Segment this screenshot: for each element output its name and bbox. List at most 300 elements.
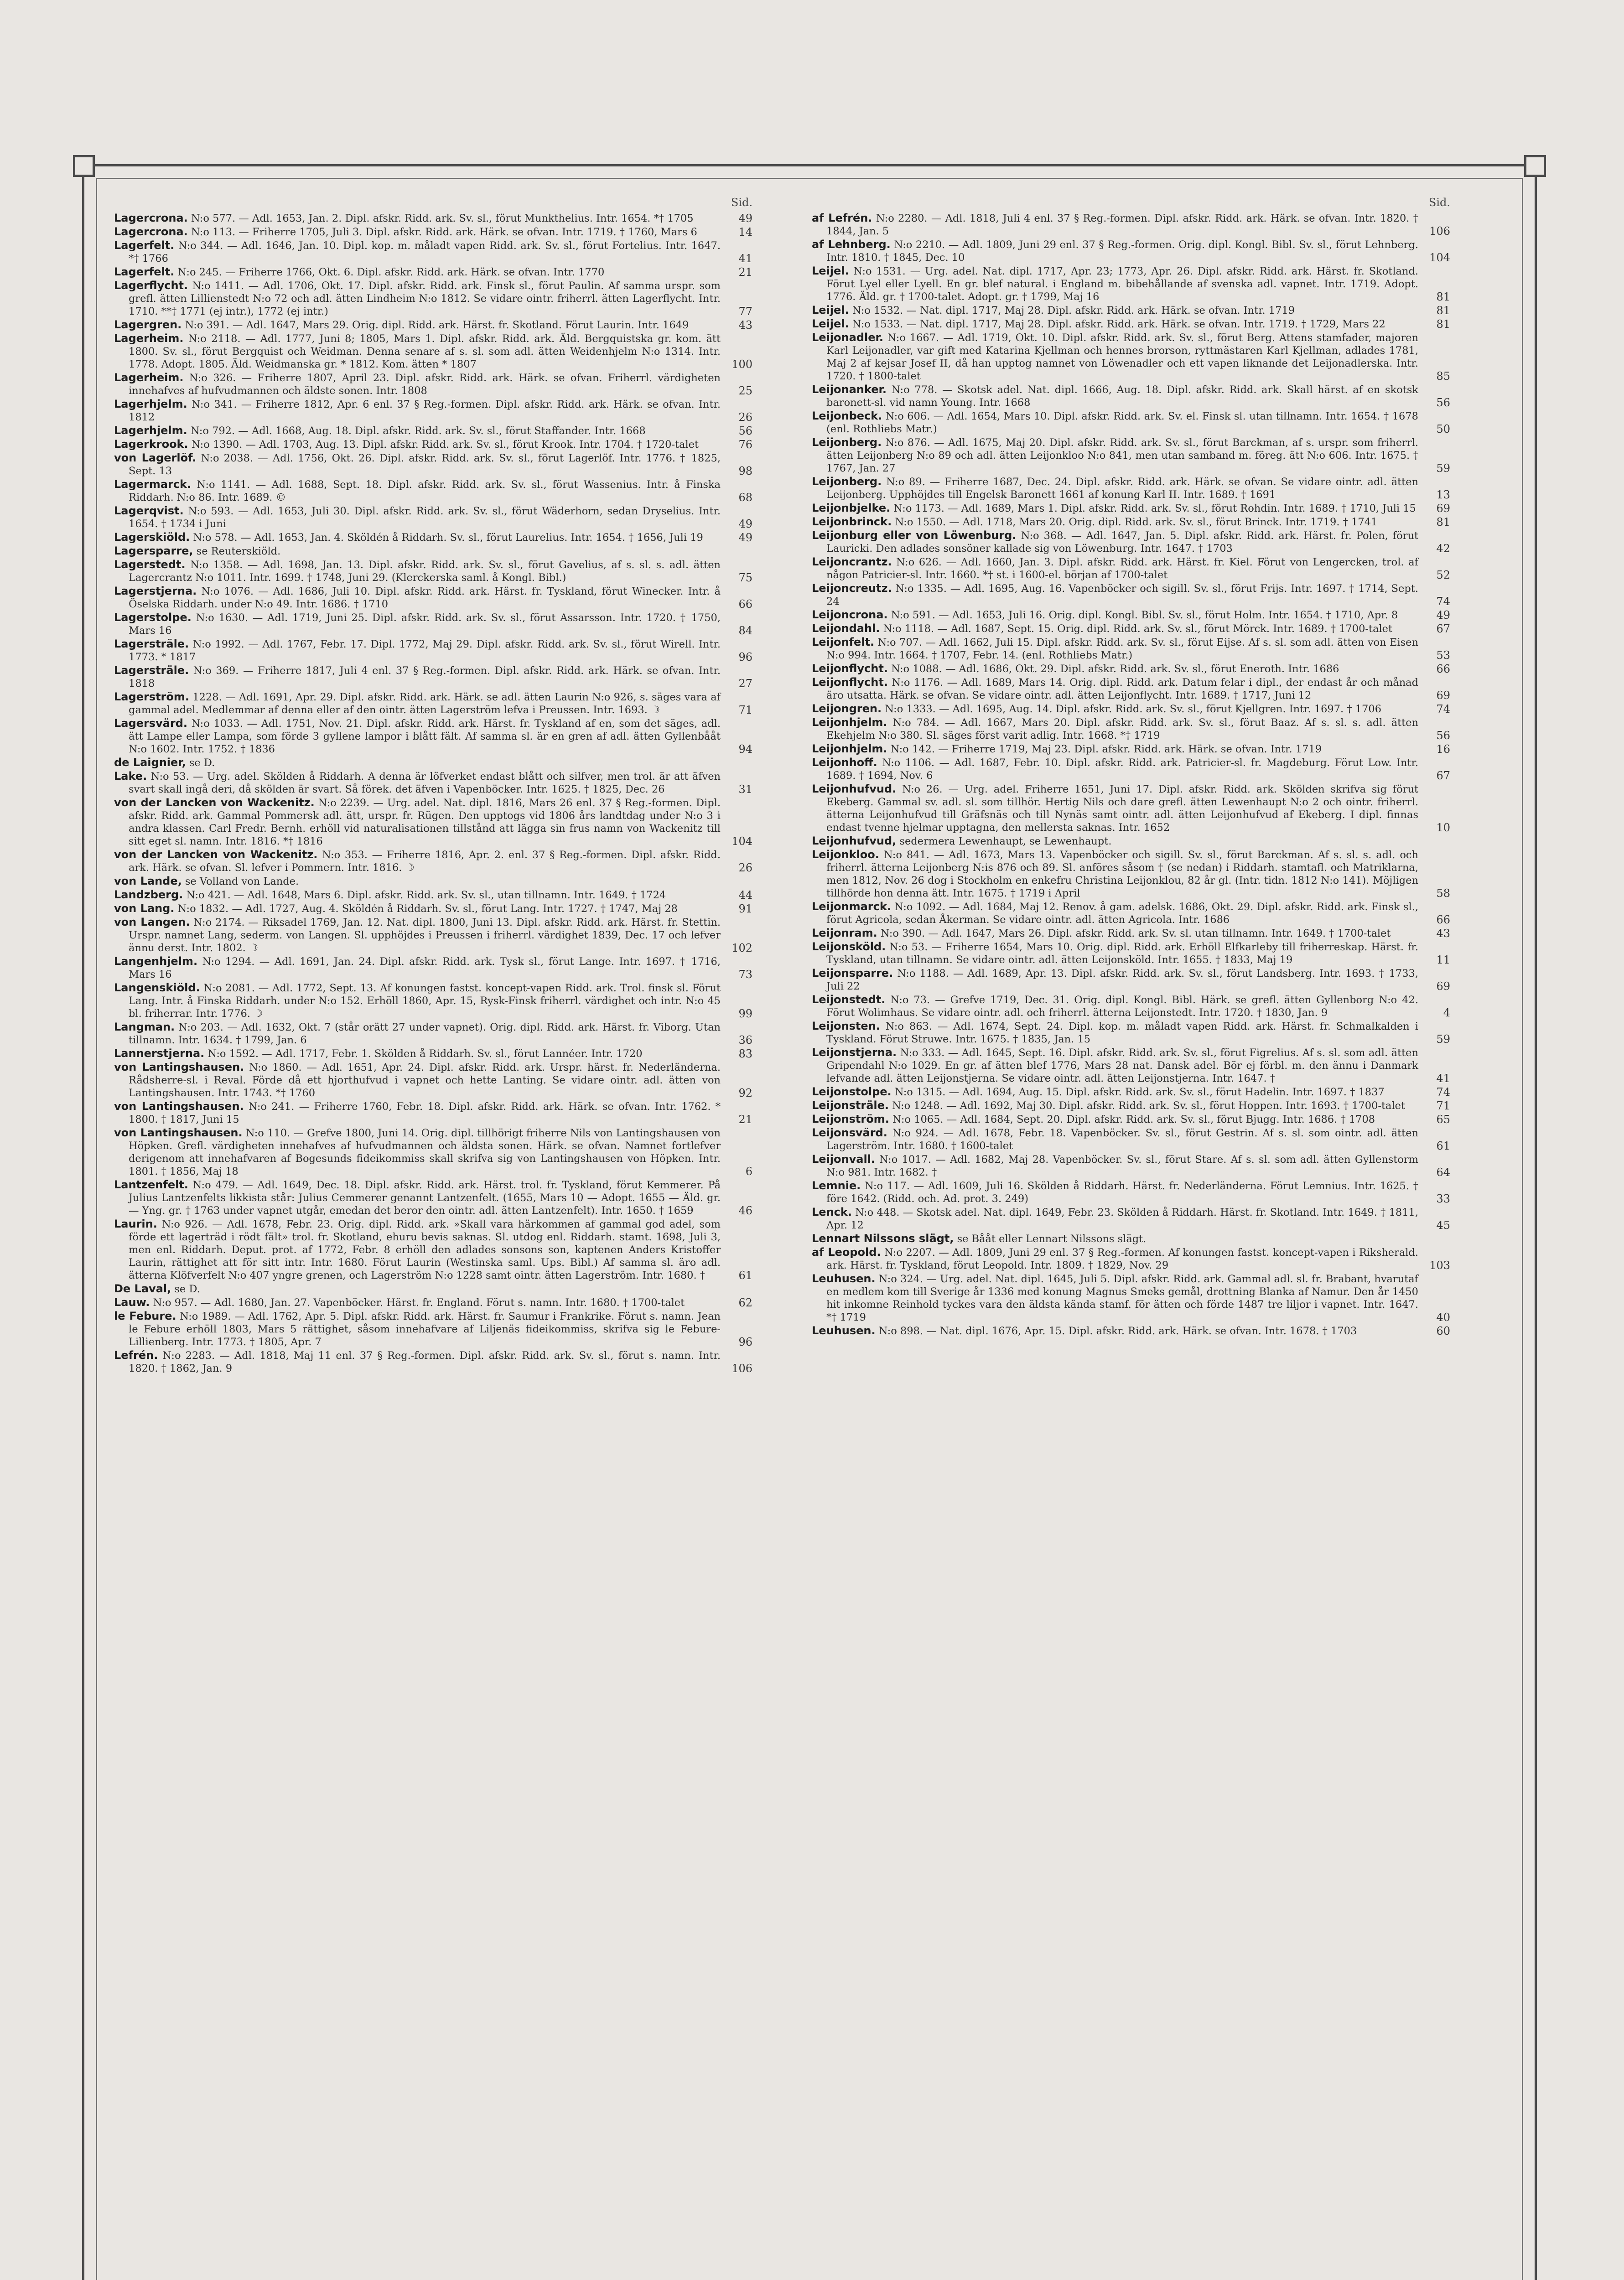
page-reference: 77 (738, 305, 752, 318)
register-entry (812, 1272, 1450, 1324)
family-name: Leijongren. (812, 702, 882, 715)
entry-description: N:o 369. — Friherre 1817, Juli 4 enl. 37 § Reg.-formen. Dipl. afskr. Ridd. ark. Härk. se ofvan. Intr. 1818 (129, 665, 721, 689)
register-entry (114, 637, 752, 663)
family-name: Leijonflycht. (812, 662, 888, 675)
page-reference: 104 (1429, 251, 1450, 264)
family-name: Lefrén. (114, 1349, 158, 1362)
entry-description: N:o 324. — Urg. adel. Nat. dipl. 1645, Juli 5. Dipl. afskr. Ridd. ark. Gammal adl. sl. fr. Brabant, hvarutaf en medlem kom till Sverige år 1336 med konung Magnus Smeks gemål, drottning Blanka af Namur. Den år 1450 hit inkomne Reinhold tyckes vara den äldsta kända stamf. för ätten och förde 1487 tre liljor i vapnet. Intr. 1647. *† 1719 (826, 1273, 1418, 1323)
page-reference: 4 (1443, 1006, 1450, 1019)
entry-description: N:o 333. — Adl. 1645, Sept. 16. Dipl. afskr. Ridd. ark. Sv. sl., förut Figrelius. Af s. sl. som adl. ätten Gripendahl N:o 1029. En gr. af ätten blef 1776, Mars 28 nat. Dansk adel. Bör ej förbl. m. den ännu i Danmark lefvande adl. ätten Leijonstjerna. Se vidare ointr. adl. ätten Leijonstjerna. Intr. 1647. † (826, 1047, 1418, 1084)
page-reference: 74 (1436, 1086, 1450, 1099)
register-entry (114, 451, 752, 477)
page-reference: 36 (738, 1034, 752, 1047)
entry-description: N:o 241. — Friherre 1760, Febr. 18. Dipl. afskr. Ridd. ark. Härk. se ofvan. Intr. 1762. * 1800. † 1817, Juni 15 (129, 1101, 721, 1125)
entry-description: N:o 1092. — Adl. 1684, Maj 12. Renov. å gam. adelsk. 1686, Okt. 29. Dipl. afskr. Ridd. ark. Finsk sl., förut Agricola, sedan Åkerman. Se vidare ointr. adl. ätten Agricola. Intr. 1686 (826, 901, 1418, 926)
register-entry (114, 1061, 752, 1099)
entry-text (812, 1246, 1418, 1272)
entry-text (812, 676, 1418, 702)
entry-text (114, 318, 721, 332)
entry-text (114, 558, 721, 584)
page-reference: 85 (1436, 370, 1450, 383)
family-name: Leijonsvärd. (812, 1126, 887, 1139)
register-entry (114, 212, 752, 225)
page-reference: 14 (738, 226, 752, 238)
family-name: Leijonvall. (812, 1153, 876, 1166)
page-reference: 40 (1436, 1311, 1450, 1324)
page-reference: 49 (738, 518, 752, 530)
entry-description: N:o 778. — Skotsk adel. Nat. dipl. 1666, Aug. 18. Dipl. afskr. Ridd. ark. Skall härst. af en skotsk baronett-sl. vid namn Young. Intr. 1668 (826, 384, 1418, 409)
family-name: Lagerström. (114, 690, 189, 703)
register-entry (114, 770, 752, 796)
register-entry (114, 318, 752, 332)
page-reference: 103 (1429, 1259, 1450, 1272)
family-name: Lannerstjerna. (114, 1047, 205, 1060)
register-entry (114, 848, 752, 874)
family-name: Lagerskiöld. (114, 531, 190, 544)
entry-description: N:o 1118. — Adl. 1687, Sept. 15. Orig. dipl. Ridd. ark. Sv. sl., förut Mörck. Intr. 1689. † 1700-talet (883, 623, 1393, 635)
entry-text (114, 504, 721, 530)
entry-text (114, 1126, 721, 1178)
page-reference: 102 (732, 942, 752, 954)
entry-text (114, 1047, 721, 1060)
entry-text (114, 796, 721, 848)
family-name: Lagerstolpe. (114, 611, 192, 624)
page-reference: 69 (1436, 980, 1450, 993)
family-name: Leijonflycht. (812, 676, 888, 689)
family-name: af Leopold. (812, 1246, 881, 1259)
entry-text (114, 531, 721, 544)
family-name: Lenck. (812, 1206, 852, 1218)
page-reference: 41 (1436, 1072, 1450, 1085)
register-entry (812, 622, 1450, 635)
entry-text (812, 264, 1418, 303)
family-name: Leijonanker. (812, 383, 887, 396)
family-name: Lagersträle. (114, 664, 189, 677)
register-entry (114, 611, 752, 637)
register-entry (114, 1310, 752, 1348)
entry-description: 1228. — Adl. 1691, Apr. 29. Dipl. afskr. Ridd. ark. Härk. se adl. ätten Laurin N:o 926, s. säges vara af gammal adel. Medlemmar af denna eller af den ointr. ätten Lagerström lefva i Preussen. Intr. 1693. ☽ (129, 691, 721, 716)
family-name: Lagerflycht. (114, 279, 188, 292)
family-name: Leijonhjelm. (812, 716, 887, 729)
family-name: Lagerstedt. (114, 558, 186, 571)
page-reference: 45 (1436, 1219, 1450, 1232)
entry-description: N:o 593. — Adl. 1653, Juli 30. Dipl. afskr. Ridd. ark. Sv. sl., förut Wäderhorn, sedan Dryselius. Intr. 1654. † 1734 i Juni (129, 505, 721, 530)
register-entry (812, 515, 1450, 529)
family-name: Leijoncrantz. (812, 555, 892, 568)
page-reference: 83 (738, 1047, 752, 1060)
page-reference: 106 (732, 1362, 752, 1375)
register-entry (114, 225, 752, 238)
page-reference: 91 (738, 902, 752, 915)
register-entry (114, 1218, 752, 1282)
entry-text (812, 1046, 1418, 1085)
page-reference: 21 (738, 1113, 752, 1126)
page-reference: 52 (1436, 569, 1450, 581)
entry-text (812, 515, 1418, 529)
family-name: Lagerqvist. (114, 504, 184, 517)
entry-description: N:o 1630. — Adl. 1719, Juni 25. Dipl. afskr. Ridd. ark. Sv. sl., förut Assarsson. Intr. 1720. † 1750, Mars 16 (129, 612, 721, 637)
register-entry (114, 531, 752, 544)
register-entry (114, 888, 752, 902)
entry-text (812, 756, 1418, 782)
entry-text (812, 304, 1418, 317)
register-entry (812, 1099, 1450, 1112)
entry-description: N:o 578. — Adl. 1653, Jan. 4. Sköldén å Riddarh. Sv. sl., förut Laurelius. Intr. 1654. † 1656, Juli 19 (193, 532, 703, 544)
family-name: Leijel. (812, 264, 849, 277)
register-entry (114, 478, 752, 504)
entry-description: N:o 1106. — Adl. 1687, Febr. 10. Dipl. afskr. Ridd. ark. Patricier-sl. fr. Magdeburg. Förut Low. Intr. 1689. † 1694, Nov. 6 (826, 757, 1419, 782)
register-entry (812, 702, 1450, 715)
entry-text (812, 1126, 1418, 1152)
register-entry (812, 304, 1450, 317)
family-name: Leijonfelt. (812, 636, 875, 648)
entry-text (812, 331, 1418, 383)
family-name: Leijonadler. (812, 331, 884, 344)
register-entry (812, 967, 1450, 993)
entry-text (812, 716, 1418, 742)
register-entry (812, 742, 1450, 756)
entry-description: N:o 876. — Adl. 1675, Maj 20. Dipl. afskr. Ridd. ark. Sv. sl., förut Barckman, af s. urspr. som friherrl. ätten Leijonberg N:o 89 och adl. ätten Leijonkloo N:o 841, men utan samband m. föreg. ätt N:o 606. Intr. 1675. † 1767, Jan. 27 (826, 437, 1418, 474)
entry-description: N:o 1989. — Adl. 1762, Apr. 5. Dipl. afskr. Ridd. ark. Härst. fr. Saumur i Frankrike. Förut s. namn. Jean le Febure erhöll 1803, Mars 5 rättighet, såsom innehafvare af Liljenäs fideikommiss, skrifva sig le Febure-Lillienberg. Intr. 1773. † 1805, Apr. 7 (129, 1311, 721, 1348)
register-entry (812, 716, 1450, 742)
entry-description: N:o 2280. — Adl. 1818, Juli 4 enl. 37 § Reg.-formen. Dipl. afskr. Ridd. ark. Härk. se ofvan. Intr. 1820. † 1844, Jan. 5 (826, 212, 1419, 237)
page-reference: 49 (738, 531, 752, 544)
entry-description: N:o 142. — Friherre 1719, Maj 23. Dipl. afskr. Ridd. ark. Härk. se ofvan. Intr. 1719 (890, 743, 1322, 755)
entry-description: N:o 421. — Adl. 1648, Mars 6. Dipl. afskr. Ridd. ark. Sv. sl., utan tillnamn. Intr. 1649. † 1724 (186, 889, 666, 901)
family-name: af Lehnberg. (812, 238, 891, 251)
entry-description: se D. (189, 757, 215, 769)
entry-description: N:o 1411. — Adl. 1706, Okt. 17. Dipl. afskr. Ridd. ark. Finsk sl., förut Paulin. Af samma urspr. som grefl. ätten Lillienstedt N:o 72 och adl. ätten Lindheim N:o 1812. Se vidare ointr. friherrl. ätten Lagerflycht. Intr. 1710. **† 1771 (ej intr.), 1772 (ej intr.) (129, 280, 721, 317)
register-entry (114, 279, 752, 318)
entry-text (812, 1179, 1418, 1205)
register-entry (812, 1246, 1450, 1272)
register-entry (114, 558, 752, 584)
register-entry (812, 555, 1450, 581)
entry-text (114, 717, 721, 756)
entry-description: N:o 2239. — Urg. adel. Nat. dipl. 1816, Mars 26 enl. 37 § Reg.-formen. Dipl. afskr. Ridd. ark. Gammal Pommersk adl. ätt, urspr. fr. Rügen. Den upptogs vid 1806 års landtdag under N:o 3 i andra klassen. Carl Fredr. Bernh. erhöll vid naturalisationen tillstånd att lägga sin frus namn von Wackenitz till sitt eget sl. namn. Intr. 1816. *† 1816 (129, 797, 721, 847)
entry-text (812, 1099, 1418, 1112)
register-entry (114, 1349, 752, 1375)
family-name: Lagerfelt. (114, 265, 175, 278)
register-entry (812, 1324, 1450, 1337)
register-entry (812, 1113, 1450, 1126)
entry-description: N:o 391. — Adl. 1647, Mars 29. Orig. dipl. Ridd. ark. Härst. fr. Skotland. Förut Laurin. Intr. 1649 (185, 319, 689, 331)
entry-description: N:o 591. — Adl. 1653, Juli 16. Orig. dipl. Kongl. Bibl. Sv. sl., förut Holm. Intr. 1654. † 1710, Apr. 8 (891, 609, 1398, 621)
page-reference: 50 (1436, 423, 1450, 435)
entry-description: se Reuterskiöld. (196, 545, 281, 557)
entry-text (812, 967, 1418, 993)
page-reference: 16 (1436, 743, 1450, 756)
register-entry (812, 1206, 1450, 1232)
family-name: Leijonbjelke. (812, 502, 891, 514)
register-entry (114, 398, 752, 424)
register-entry (812, 502, 1450, 515)
page-reference: 61 (738, 1269, 752, 1282)
register-entry (812, 662, 1450, 675)
family-name: Leijonhoff. (812, 756, 877, 769)
entry-text (114, 902, 721, 915)
entry-description: N:o 577. — Adl. 1653, Jan. 2. Dipl. afskr. Ridd. ark. Sv. sl., förut Munkthelius. Intr. 1654. *† 1705 (191, 212, 694, 224)
family-name: von Langen. (114, 916, 190, 928)
register-entry (812, 834, 1450, 848)
page-reference: 66 (1436, 663, 1450, 675)
entry-description: N:o 1532. — Nat. dipl. 1717, Maj 28. Dipl. afskr. Ridd. ark. Härk. se ofvan. Intr. 1719 (852, 305, 1295, 316)
entry-description: N:o 2207. — Adl. 1809, Juni 29 enl. 37 § Reg.-formen. Af konungen fastst. koncept-vapen i Riksherald. ark. Härst. fr. Tyskland, förut Leopold. Intr. 1809. † 1829, Nov. 29 (826, 1247, 1418, 1271)
register-entry (812, 1153, 1450, 1179)
family-name: Lauw. (114, 1296, 150, 1309)
family-name: Leijoncrona. (812, 608, 888, 621)
entry-description: N:o 245. — Friherre 1766, Okt. 6. Dipl. afskr. Ridd. ark. Härk. se ofvan. Intr. 1770 (177, 266, 605, 278)
entry-description: se Bååt eller Lennart Nilssons slägt. (957, 1233, 1147, 1245)
family-name: von Lande, (114, 875, 182, 887)
register-entry (812, 1085, 1450, 1099)
family-name: Leijonram. (812, 927, 877, 939)
register-entry (114, 438, 752, 451)
entry-text (114, 1349, 721, 1375)
family-name: Lagerhjelm. (114, 398, 187, 410)
entry-description: N:o 957. — Adl. 1680, Jan. 27. Vapenböcker. Härst. fr. England. Förut s. namn. Intr. 1680. † 1700-talet (153, 1297, 685, 1309)
register-entry (114, 504, 752, 530)
page-reference: 94 (738, 743, 752, 756)
entry-text (114, 955, 721, 981)
family-name: Leijel. (812, 304, 849, 316)
entry-text (812, 662, 1418, 675)
entry-description: N:o 53. — Friherre 1654, Mars 10. Orig. dipl. Ridd. ark. Erhöll Elfkarleby till friherreskap. Härst. fr. Tyskland, utan tillnamn. Se vidare ointr. adl. ätten Leijonsköld. Intr. 1655. † 1833, Maj 19 (826, 941, 1418, 966)
page-reference: 65 (1436, 1113, 1450, 1126)
family-name: Leijonsträle. (812, 1099, 889, 1112)
right-column (812, 196, 1450, 1338)
family-name: Leijonström. (812, 1113, 889, 1125)
entry-text (114, 1296, 721, 1309)
entry-description: N:o 368. — Adl. 1647, Jan. 5. Dipl. afskr. Ridd. ark. Härst. fr. Polen, förut Lauricki. Den adlades sonsöner kallade sig von Löwenburg. Intr. 1647. † 1703 (826, 530, 1418, 554)
page-reference: 67 (1436, 622, 1450, 635)
entry-text (812, 502, 1418, 515)
family-name: Lagercrona. (114, 225, 188, 238)
entry-description: N:o 792. — Adl. 1668, Aug. 18. Dipl. afskr. Ridd. ark. Sv. sl., förut Staffander. Intr. 1668 (190, 425, 646, 437)
entry-text (114, 398, 721, 424)
entry-description: N:o 89. — Friherre 1687, Dec. 24. Dipl. afskr. Ridd. ark. Härk. se ofvan. Se vidare ointr. adl. ätten Leijonberg. Upphöjdes till Engelsk Baronett 1661 af konung Karl II. Intr. 1689. † 1691 (826, 476, 1419, 501)
entry-text (114, 611, 721, 637)
page-reference: 69 (1436, 502, 1450, 515)
page-reference: 68 (738, 491, 752, 504)
family-name: Leijonbrinck. (812, 515, 892, 528)
register-entry (114, 1178, 752, 1217)
family-name: Lagercrona. (114, 212, 188, 224)
page-reference: 71 (1436, 1099, 1450, 1112)
register-entry (114, 902, 752, 915)
family-name: De Laval, (114, 1282, 171, 1295)
page-reference: 43 (738, 319, 752, 332)
page-reference: 53 (1436, 649, 1450, 662)
frame-corner-ornament (1524, 155, 1546, 177)
family-name: Leuhusen. (812, 1324, 876, 1337)
page-reference: 71 (738, 704, 752, 716)
page-reference: 56 (1436, 396, 1450, 409)
entry-text (114, 438, 721, 451)
page-reference: 60 (1436, 1325, 1450, 1337)
register-entry (812, 608, 1450, 622)
register-entry (114, 544, 752, 558)
entry-description: N:o 448. — Skotsk adel. Nat. dipl. 1649, Febr. 23. Skölden å Riddarh. Härst. fr. Skotland. Intr. 1649. † 1811, Apr. 12 (826, 1207, 1418, 1231)
family-name: Langenskiöld. (114, 981, 200, 994)
entry-text (812, 317, 1418, 331)
entry-text (114, 848, 721, 874)
entry-text (114, 265, 721, 279)
entry-description: N:o 1335. — Adl. 1695, Aug. 16. Vapenböcker och sigill. Sv. sl., förut Frijs. Intr. 1697. † 1714, Sept. 24 (826, 583, 1418, 607)
page-reference: 98 (738, 465, 752, 477)
entry-text (812, 238, 1418, 264)
entry-text (114, 664, 721, 690)
entry-description: N:o 1188. — Adl. 1689, Apr. 13. Dipl. afskr. Ridd. ark. Sv. sl., förut Landsberg. Intr. 1693. † 1733, Juli 22 (826, 968, 1419, 992)
entry-description: se D. (174, 1283, 200, 1295)
page-reference: 27 (738, 677, 752, 690)
entry-text (114, 770, 721, 796)
page-reference: 92 (738, 1087, 752, 1099)
page-reference: 10 (1436, 821, 1450, 834)
page-reference: 59 (1436, 462, 1450, 475)
register-entry (812, 475, 1450, 501)
page-reference: 81 (1436, 290, 1450, 303)
entry-text (812, 436, 1418, 475)
page-reference: 13 (1436, 488, 1450, 501)
register-entry (114, 981, 752, 1020)
family-name: Leijonsten. (812, 1020, 880, 1032)
register-entry (114, 239, 752, 265)
page-reference: 43 (1436, 927, 1450, 940)
entry-description: N:o 1173. — Adl. 1689, Mars 1. Dipl. afskr. Ridd. ark. Sv. sl., förut Rohdin. Intr. 1689. † 1710, Juli 15 (893, 503, 1416, 514)
page-reference: 46 (738, 1204, 752, 1217)
entry-text (812, 529, 1418, 555)
register-entry (114, 875, 752, 888)
page-reference: 42 (1436, 542, 1450, 555)
entry-text (812, 1206, 1418, 1232)
entry-description: N:o 479. — Adl. 1649, Dec. 18. Dipl. afskr. Ridd. ark. Härst. trol. fr. Tyskland, förut Kemmerer. På Julius Lantzenfelts likkista står: Julius Cemmerer genannt Lantzenfelt. (1655, Mars 10 — Adopt. 1655 — Äld. gr. — Yng. gr. † 1763 under vapnet utgår, emedan det beror den ointr. adl. ätten Lantzenfelt). Intr. 1650. † 1659 (129, 1179, 721, 1217)
family-name: Langman. (114, 1021, 175, 1033)
entry-description: N:o 73. — Grefve 1719, Dec. 31. Orig. dipl. Kongl. Bibl. Härk. se grefl. ätten Gyllenborg N:o 42. Förut Wolimhaus. Se vidare ointr. adl. och friherrl. ätterna Leijonstedt. Intr. 1720. † 1830, Jan. 9 (826, 994, 1418, 1019)
register-entry (114, 955, 752, 981)
entry-text (812, 212, 1418, 238)
page-reference: 100 (732, 358, 752, 371)
register-entry (114, 332, 752, 371)
page-reference: 73 (738, 968, 752, 981)
entry-text (812, 582, 1418, 608)
entry-description: N:o 117. — Adl. 1609, Juli 16. Skölden å Riddarh. Härst. fr. Nederländerna. Förut Lemnius. Intr. 1625. † före 1642. (Ridd. och. Ad. prot. 3. 249) (826, 1180, 1418, 1205)
page-reference: 26 (738, 861, 752, 874)
family-name: Lagerheim. (114, 371, 184, 384)
register-entry (114, 1126, 752, 1178)
family-name: von Lantingshausen. (114, 1100, 244, 1113)
entry-text (812, 409, 1418, 435)
family-name: Leijonsparre. (812, 967, 893, 979)
entry-description: N:o 26. — Urg. adel. Friherre 1651, Juni 17. Dipl. afskr. Ridd. ark. Skölden skrifva sig förut Ekeberg. Gammal sv. adl. sl. som tillhör. Hertig Nils och dare grefl. ätten Lewenhaupt N:o 2 och ointr. friherrl. ätterna Leijonhufvud till Gräfsnäs och till Nynäs samt ointr. adl. ätten Leijonhufvud af Ekeberg. I dipl. finnas endast tvenne hjelmar upptagna, den mellersta saknas. Intr. 1652 (826, 783, 1418, 834)
register-entry (812, 238, 1450, 264)
entry-text (114, 279, 721, 318)
entry-text (114, 1021, 721, 1047)
entry-description: N:o 2210. — Adl. 1809, Juni 29 enl. 37 § Reg.-formen. Orig. dipl. Kongl. Bibl. Sv. sl., förut Lehnberg. Intr. 1810. † 1845, Dec. 10 (826, 239, 1419, 264)
page-reference: 21 (738, 266, 752, 279)
entry-text (114, 1218, 721, 1282)
page-reference: 26 (738, 411, 752, 424)
entry-description: N:o 1333. — Adl. 1695, Aug. 14. Dipl. afskr. Ridd. ark. Sv. sl., förut Kjellgren. Intr. 1697. † 1706 (885, 703, 1382, 715)
entry-description: N:o 2081. — Adl. 1772, Sept. 13. Af konungen fastst. koncept-vapen Ridd. ark. Trol. finsk sl. Förut Lang. Intr. å Finska Riddarh. under N:o 152. Erhöll 1860, Apr. 15, Rysk-Finsk friherrl. värdighet och intr. N:o 45 bl. friherrar. Intr. 1776. ☽ (129, 982, 721, 1020)
page-reference: 61 (1436, 1140, 1450, 1152)
family-name: Leijonberg. (812, 436, 882, 449)
entry-text (114, 585, 721, 611)
entry-text (812, 1153, 1418, 1179)
page-reference: 81 (1436, 318, 1450, 331)
entry-description: N:o 2118. — Adl. 1777, Juni 8; 1805, Mars 1. Dipl. afskr. Ridd. ark. Äld. Bergquistska gr. kom. ätt 1800. Sv. sl., förut Bergquist och Weidman. Denna senare af s. sl. som adl. ätten Weidenhjelm N:o 1314. Intr. 1778. Adopt. 1805. Äld. Weidmanska gr. * 1812. Kom. ätten * 1807 (129, 333, 721, 370)
entry-text (114, 690, 721, 716)
entry-description: N:o 1992. — Adl. 1767, Febr. 17. Dipl. 1772, Maj 29. Dipl. afskr. Ridd. ark. Sv. sl., förut Wirell. Intr. 1773. * 1817 (129, 638, 721, 663)
entry-text (812, 1232, 1418, 1245)
page-reference: 96 (738, 1336, 752, 1348)
register-entry (812, 927, 1450, 940)
register-entry (812, 636, 1450, 662)
entry-description: N:o 1550. — Adl. 1718, Mars 20. Orig. dipl. Ridd. ark. Sv. sl., förut Brinck. Intr. 1719. † 1741 (895, 516, 1378, 528)
entry-text (114, 981, 721, 1020)
page-reference: 81 (1436, 304, 1450, 317)
family-name: Lagerheim. (114, 332, 184, 345)
register-entry (812, 331, 1450, 383)
register-entry (114, 424, 752, 437)
page-reference: 69 (1436, 689, 1450, 702)
entry-description: N:o 707. — Adl. 1662, Juli 15. Dipl. afskr. Ridd. ark. Sv. sl., förut Eijse. Af s. sl. som adl. ätten von Eisen N:o 994. Intr. 1664. † 1707, Febr. 14. (enl. Rothliebs Matr.) (826, 637, 1418, 661)
entry-text (812, 940, 1418, 966)
entry-text (114, 637, 721, 663)
page-reference: 11 (1436, 953, 1450, 966)
entry-description: N:o 1592. — Adl. 1717, Febr. 1. Skölden å Riddarh. Sv. sl., förut Lannéer. Intr. 1720 (208, 1048, 643, 1060)
entry-text (812, 1272, 1418, 1324)
entry-text (114, 424, 721, 437)
entry-text (114, 451, 721, 477)
family-name: Leijonhufvud, (812, 834, 897, 847)
family-name: Leijonhjelm. (812, 742, 887, 755)
entry-description: N:o 1294. — Adl. 1691, Jan. 24. Dipl. afskr. Ridd. ark. Tysk sl., förut Lange. Intr. 1697. † 1716, Mars 16 (129, 956, 721, 980)
entry-description: N:o 1533. — Nat. dipl. 1717, Maj 28. Dipl. afskr. Ridd. ark. Härk. se ofvan. Intr. 1719. † 1729, Mars 22 (852, 318, 1385, 330)
family-name: von Lang. (114, 902, 175, 915)
entry-text (114, 212, 721, 225)
entry-description: N:o 1017. — Adl. 1682, Maj 28. Vapenböcker. Sv. sl., förut Stare. Af s. sl. som adl. ätten Gyllenstorm N:o 981. Intr. 1682. † (826, 1154, 1418, 1178)
entry-text (114, 332, 721, 371)
page-reference: 58 (1436, 887, 1450, 900)
entry-text (812, 622, 1418, 635)
entry-description: N:o 926. — Adl. 1678, Febr. 23. Orig. dipl. Ridd. ark. »Skall vara härkommen af gammal god adel, som förde ett lagerträd i rödt fält» trol. fr. Skotland, ehuru bevis saknas. Sl. utdog enl. Riddarh. stamt. 1698, Juli 3, men enl. Riddarh. Deput. prot. af 1772, Febr. 8 erhöll den adlades sonsons son, kaptenen Anders Kristoffer Laurin, rättighet att för sitt intr. Intr. 1680. Förut Laurin (Westinska saml. Ups. Bibl.) Af samma sl. äro adl. ätterna Klöfverfelt N:o 407 yngre grenen, och Lagerström N:o 1228 samt ointr. ätten Lagerström. Intr. 1680. † (129, 1218, 721, 1281)
entry-text (114, 875, 721, 888)
family-name: Lantzenfelt. (114, 1178, 188, 1191)
register-entry (114, 1100, 752, 1126)
register-entry (812, 1179, 1450, 1205)
family-name: Leijonhufvud. (812, 782, 897, 795)
register-entry (114, 796, 752, 848)
page-reference: 31 (738, 783, 752, 796)
family-name: Lennart Nilssons slägt, (812, 1232, 954, 1245)
page-reference: 96 (738, 651, 752, 663)
entry-description: N:o 1531. — Urg. adel. Nat. dipl. 1717, Apr. 23; 1773, Apr. 26. Dipl. afskr. Ridd. ark. Härst. fr. Skotland. Förut Lyel eller Lyell. En gr. blef natural. i England m. bibehållande af svenska adl. vapnet. Intr. 1719. Adopt. 1776. Äld. gr. † 1700-talet. Adopt. gr. † 1799, Maj 16 (826, 265, 1418, 303)
register-entry (812, 782, 1450, 834)
entry-description: N:o 898. — Nat. dipl. 1676, Apr. 15. Dipl. afskr. Ridd. ark. Härk. se ofvan. Intr. 1678. † 1703 (878, 1325, 1357, 1337)
entry-text (812, 742, 1418, 756)
entry-description: N:o 1860. — Adl. 1651, Apr. 24. Dipl. afskr. Ridd. ark. Urspr. härst. fr. Nederländerna. Rådsherre-sl. i Reval. Förde då ett hjorthufvud i vapnet och hette Lanting. Se vidare ointr. adl. ätten von Lantingshausen. Intr. 1743. *† 1760 (129, 1062, 721, 1099)
family-name: Lagersvärd. (114, 717, 188, 730)
page-reference: 59 (1436, 1033, 1450, 1046)
family-name: af Lefrén. (812, 212, 872, 224)
entry-text (812, 1020, 1418, 1046)
page-reference: 41 (738, 252, 752, 265)
family-name: Leijonstolpe. (812, 1085, 892, 1098)
page-reference: 99 (738, 1007, 752, 1020)
entry-text (114, 1100, 721, 1126)
page-reference: 106 (1429, 225, 1450, 238)
